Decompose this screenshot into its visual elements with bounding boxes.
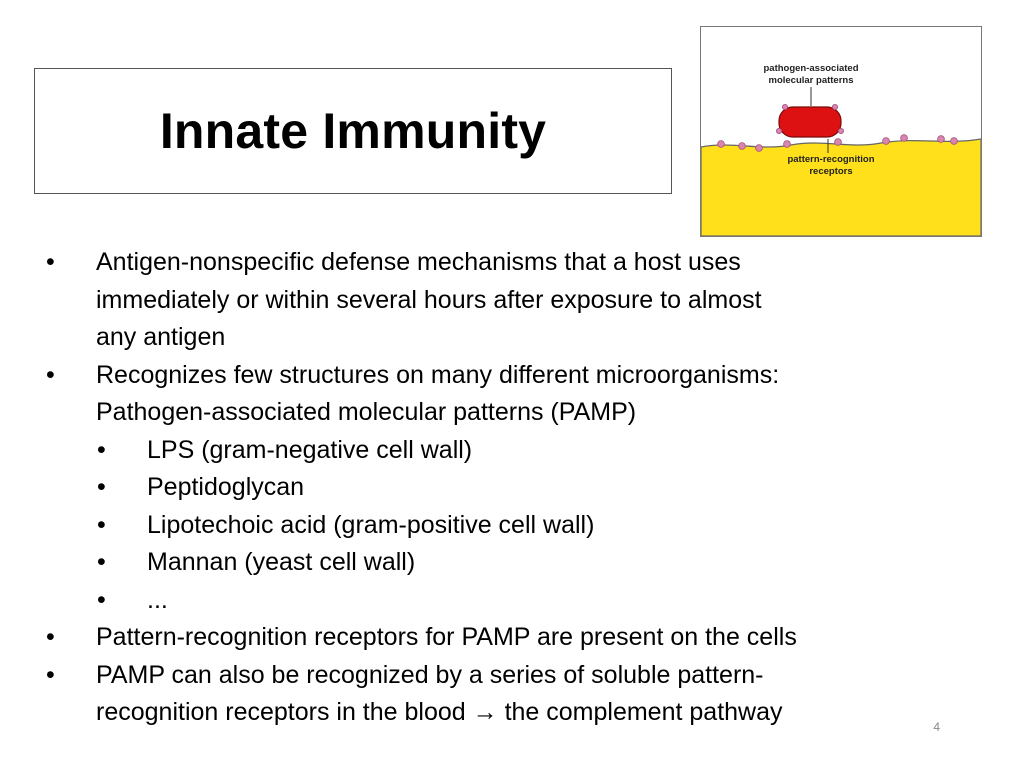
bullet-item (40, 319, 1000, 357)
bullet-text: Peptidoglycan (147, 473, 305, 501)
sub-bullet-item (40, 432, 1000, 470)
bullet-text: Recognizes few structures on many different microorganisms: (96, 360, 780, 389)
bullet-text: Mannan (yeast cell wall) (147, 548, 416, 576)
receptor (756, 145, 763, 152)
bullet-marker: • (97, 548, 106, 576)
pamp-diagram (700, 26, 982, 237)
bullet-marker: • (97, 435, 106, 464)
bullet-marker: • (97, 510, 106, 539)
title-box (34, 68, 672, 194)
receptor (835, 139, 842, 146)
bullet-item (40, 394, 1000, 432)
bullet-text: PAMP can also be recognized by a series of soluble pattern- (96, 660, 764, 689)
pathogen-cell (779, 107, 841, 137)
sub-bullet-item (40, 469, 1000, 507)
pamp-diagram-svg (701, 27, 981, 236)
bullet-marker: • (97, 585, 106, 614)
receptor (901, 135, 908, 142)
slide-title: Innate Immunity (159, 103, 547, 159)
receptor (739, 143, 746, 150)
bullet-text: Lipotechoic acid (gram-positive cell wall) (147, 510, 595, 539)
bullet-text: immediately or within several hours after exposure to almost (96, 285, 762, 314)
receptor (883, 138, 890, 145)
bullet-marker: • (46, 623, 55, 651)
label-prr-line1: pattern-recognition (787, 154, 875, 165)
bullet-text: any antigen (96, 323, 226, 351)
bullet-marker: • (46, 660, 55, 689)
sub-bullet-item (40, 507, 1000, 545)
bullet-text: recognition receptors in the blood → the complement pathway (96, 698, 783, 726)
slide-number: 4 (933, 720, 940, 734)
receptor (784, 141, 791, 148)
label-pamp-line2: molecular patterns (768, 75, 854, 86)
bullet-item (40, 619, 1000, 657)
bullet-text: Pattern-recognition receptors for PAMP are present on the cells (96, 623, 797, 651)
bullet-item (40, 282, 1000, 320)
bullet-marker: • (46, 360, 55, 389)
bullet-text: Pathogen-associated molecular patterns (PAMP) (96, 398, 637, 426)
bullet-item (40, 244, 1000, 282)
pamp (782, 104, 787, 109)
bullet-text: ... (147, 585, 168, 614)
sub-bullet-item (40, 544, 1000, 582)
receptor (938, 136, 945, 143)
bullet-item (40, 657, 1000, 695)
label-prr-line2: receptors (809, 166, 853, 177)
bullet-list (40, 244, 1000, 732)
receptor (718, 141, 725, 148)
bullet-marker: • (46, 248, 55, 276)
pamp (838, 128, 843, 133)
pamp (832, 104, 837, 109)
bullet-text: LPS (gram-negative cell wall) (147, 435, 473, 464)
sub-bullet-item (40, 582, 1000, 620)
bullet-item (40, 694, 1000, 732)
label-pamp-line1: pathogen-associated (763, 63, 859, 74)
bullet-marker: • (97, 473, 106, 501)
bullet-text: Antigen-nonspecific defense mechanisms that a host uses (96, 248, 741, 276)
bullet-item (40, 357, 1000, 395)
pamp (776, 128, 781, 133)
receptor (951, 138, 958, 145)
